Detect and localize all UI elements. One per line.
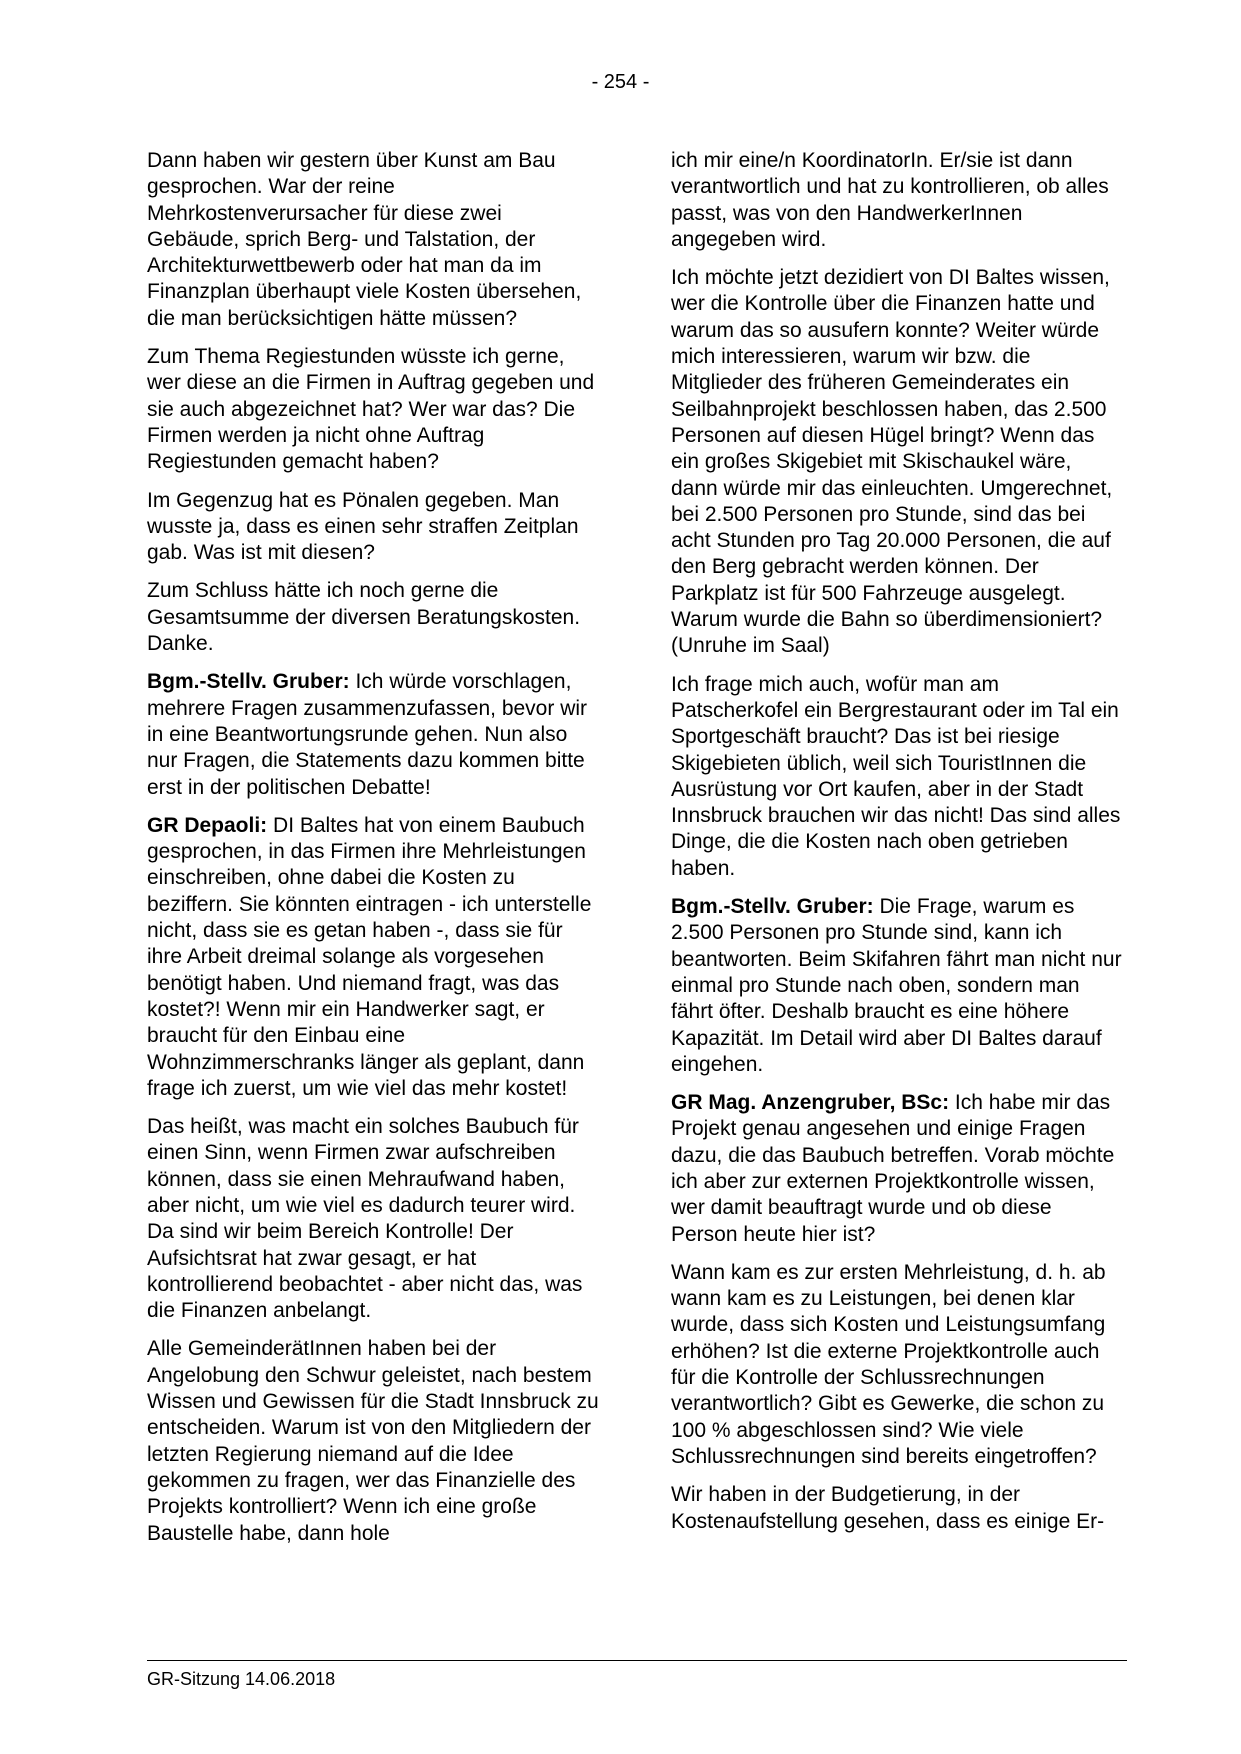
speaker-name: Bgm.-Stellv. Gruber:: [671, 895, 874, 919]
paragraph: [671, 894, 1123, 1078]
page-number: - 254 -: [591, 71, 650, 93]
paragraph: [671, 265, 1123, 659]
paragraph-text: DI Baltes hat von einem Baubuch gesprochen, in das Firmen ihre Mehrleistungen einschreiben, ohne dabei die Kosten zu beziffern. Sie könnten eintragen - ich unterstelle nicht, dass sie es getan haben -, dass sie für ihre Arbeit dreimal solange als vorgesehen benötigt haben. Und niemand fragt, was das kostet?! Wenn mir ein Handwerker sagt, er braucht für den Einbau eine Wohnzimmerschranks länger als geplant, dann frage ich zuerst, um wie viel das mehr kostet!: [147, 813, 592, 1100]
footer-divider: [147, 1660, 1127, 1661]
paragraph-text: Ich frage mich auch, wofür man am Patscherkofel ein Bergrestaurant oder im Tal ein Sportgeschäft braucht? Das ist bei riesige Skigebieten üblich, weil sich TouristInnen die Ausrüstung vor Ort kaufen, aber in der Stadt Innsbruck brauchen wir das nicht! Das sind alles Dinge, die die Kosten nach oben getrieben haben.: [671, 672, 1121, 880]
paragraph-text: Die Frage, warum es 2.500 Personen pro Stunde sind, kann ich beantworten. Beim Skifahren fährt man nicht nur einmal pro Stunde nach oben, sondern man fährt öfter. Deshalb braucht es eine höhere Kapazität. Im Detail wird aber DI Baltes darauf eingehen.: [671, 895, 1122, 1076]
paragraph: [147, 344, 599, 475]
paragraph: [147, 813, 599, 1102]
paragraph-text: Im Gegenzug hat es Pönalen gegeben. Man wusste ja, dass es einen sehr straffen Zeitplan gab. Was ist mit diesen?: [147, 488, 579, 565]
paragraph: [671, 1090, 1123, 1248]
right-column: [671, 148, 1123, 1547]
paragraph-text: Zum Thema Regiestunden wüsste ich gerne, wer diese an die Firmen in Auftrag gegeben und sie auch abgezeichnet hat? Wer war das? Die Firmen werden ja nicht ohne Auftrag Regiestunden gemacht haben?: [147, 345, 595, 474]
paragraph: [147, 488, 599, 567]
footer-session-date: GR-Sitzung 14.06.2018: [147, 1669, 336, 1689]
speaker-name: Bgm.-Stellv. Gruber:: [147, 670, 350, 694]
paragraph: [147, 669, 599, 800]
paragraph-text: Zum Schluss hätte ich noch gerne die Gesamtsumme der diversen Beratungskosten. Danke.: [147, 579, 581, 656]
paragraph: [671, 148, 1123, 253]
paragraph: [147, 578, 599, 657]
paragraph-text: Wir haben in der Budgetierung, in der Kostenaufstellung gesehen, dass es einige Er-: [671, 1483, 1105, 1533]
paragraph-text: Ich würde vorschlagen, mehrere Fragen zusammenzufassen, bevor wir in eine Beantwortungsrunde gehen. Nun also nur Fragen, die Statements dazu kommen bitte erst in der politischen Debatte!: [147, 670, 588, 799]
paragraph: [147, 148, 599, 332]
paragraph-text: Dann haben wir gestern über Kunst am Bau gesprochen. War der reine Mehrkostenverursacher für diese zwei Gebäude, sprich Berg- und Talstation, der Architekturwettbewerb oder hat man da im Finanzplan überhaupt viele Kosten übersehen, die man berücksichtigen hätte müssen?: [147, 149, 582, 330]
paragraph-text: Alle GemeinderätInnen haben bei der Angelobung den Schwur geleistet, nach bestem Wissen und Gewissen für die Stadt Innsbruck zu entscheiden. Warum ist von den Mitgliedern der letzten Regierung niemand auf die Idee gekommen zu fragen, wer das Finanzielle des Projekts kontrolliert? Wenn ich eine große Baustelle habe, dann hole: [147, 1337, 599, 1545]
paragraph-text: Das heißt, was macht ein solches Baubuch für einen Sinn, wenn Firmen zwar aufschreiben können, dass sie einen Mehraufwand haben, aber nicht, um wie viel es dadurch teurer wird. Da sind wir beim Bereich Kontrolle! Der Aufsichtsrat hat zwar gesagt, er hat kontrollierend beobachtet - aber nicht das, was die Finanzen anbelangt.: [147, 1115, 583, 1323]
paragraph-text: Wann kam es zur ersten Mehrleistung, d. h. ab wann kam es zu Leistungen, bei denen klar wurde, dass sich Kosten und Leistungsumfang erhöhen? Ist die externe Projektkontrolle auch für die Kontrolle der Schlussrechnungen verantwortlich? Gibt es Gewerke, die schon zu 100 % abgeschlossen sind? Wie viele Schlussrechnungen sind bereits eingetroffen?: [671, 1260, 1106, 1468]
left-column: [147, 148, 599, 1559]
speaker-name: GR Mag. Anzengruber, BSc:: [671, 1091, 950, 1115]
paragraph-text: ich mir eine/n KoordinatorIn. Er/sie ist dann verantwortlich und hat zu kontrollieren, ob alles passt, was von den HandwerkerInnen angegeben wird.: [671, 149, 1109, 251]
paragraph: [147, 1336, 599, 1546]
paragraph-text: Ich habe mir das Projekt genau angesehen und einige Fragen dazu, die das Baubuch betreffen. Vorab möchte ich aber zur externen Projektkontrolle wissen, wer damit beauftragt wurde und ob diese Person heute hier ist?: [671, 1091, 1115, 1246]
speaker-name: GR Depaoli:: [147, 813, 268, 837]
paragraph-text: Ich möchte jetzt dezidiert von DI Baltes wissen, wer die Kontrolle über die Finanzen hatte und warum das so ausufern konnte? Weiter würde mich interessieren, warum wir bzw. die Mitglieder des früheren Gemeinderates ein Seilbahnprojekt beschlossen haben, das 2.500 Personen auf diesen Hügel bringt? Wenn das ein großes Skigebiet mit Skischaukel wäre, dann würde mir das einleuchten. Umgerechnet, bei 2.500 Personen pro Stunde, sind das bei acht Stunden pro Tag 20.000 Personen, die auf den Berg gebracht werden können. Der Parkplatz ist für 500 Fahrzeuge ausgelegt. Warum wurde die Bahn so überdimensioniert? (Unruhe im Saal): [671, 266, 1113, 658]
paragraph: [671, 1482, 1123, 1535]
paragraph: [671, 672, 1123, 882]
paragraph: [147, 1114, 599, 1324]
paragraph: [671, 1260, 1123, 1470]
